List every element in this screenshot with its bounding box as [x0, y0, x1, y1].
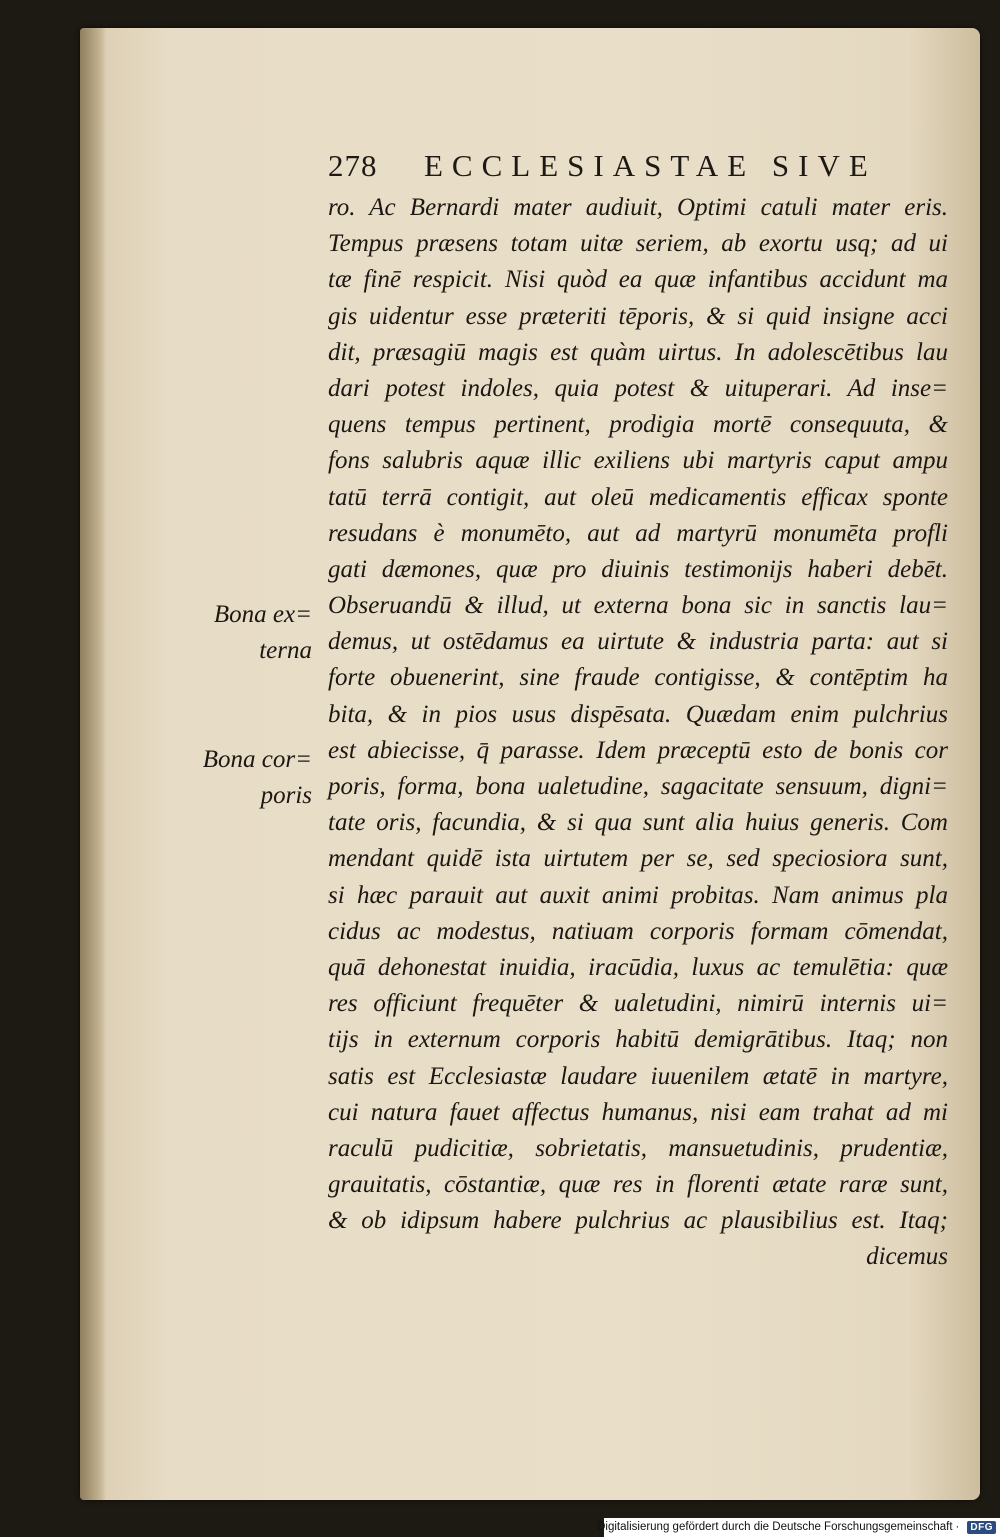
text-line: cidus ac modestus, natiuam corporis formam cōmendat,: [328, 917, 948, 945]
text-line: res officiunt frequēter & ualetudini, nimirū internis ui=: [328, 990, 948, 1018]
text-line: demus, ut ostēdamus ea uirtute & industria parta: aut si: [328, 628, 948, 656]
text-line: gati dæmones, quæ pro diuinis testimonijs haberi debēt.: [328, 555, 948, 583]
text-line: Tempus præsens totam uitæ seriem, ab exortu usq; ad ui: [328, 230, 948, 258]
text-line: Obseruandū & illud, ut externa bona sic in sanctis lau=: [328, 592, 948, 620]
text-line: gis uidentur esse præteriti tēporis, & si quid insigne acci: [328, 302, 948, 330]
marginal-note-line: Bona ex=: [213, 601, 312, 628]
marginal-note-line: poris: [260, 782, 312, 809]
text-line: est abiecisse, q̄ parasse. Idem præceptū esto de bonis cor: [328, 736, 948, 764]
text-line: cui natura fauet affectus humanus, nisi eam trahat ad mi: [328, 1098, 948, 1126]
text-line: & ob idipsum habere pulchrius ac plausibilius est. Itaq;: [328, 1207, 948, 1235]
text-line: tate oris, facundia, & si qua sunt alia huius generis. Com: [328, 809, 948, 837]
text-line: satis est Ecclesiastæ laudare iuuenilem ætatē in martyre,: [328, 1062, 948, 1090]
marginal-note-bona-corporis: [192, 742, 312, 814]
text-line: resudans è monumēto, aut ad martyrū monumēta profli: [328, 519, 948, 547]
running-title: ECCLESIASTAE SIVE: [424, 148, 877, 183]
text-line: bita, & in pios usus dispēsata. Quædam enim pulchrius: [328, 700, 948, 728]
text-line: forte obuenerint, sine fraude contigisse, & contēptim ha: [328, 664, 948, 692]
text-line: tatū terrā contigit, aut oleū medicamentis efficax sponte: [328, 483, 948, 511]
catchword: dicemus: [866, 1243, 948, 1271]
text-line: quens tempus pertinent, prodigia mortē consequuta, &: [328, 411, 948, 439]
text-line: mendant quidē ista uirtutem per se, sed speciosiora sunt,: [328, 845, 948, 873]
marginal-note-line: Bona cor=: [202, 746, 312, 773]
text-line: tijs in externum corporis habitū demigrātibus. Itaq; non: [328, 1026, 948, 1054]
page-gutter-shadow: [80, 28, 106, 1500]
dfg-logo-icon: DFG: [967, 1521, 996, 1534]
text-line: ro. Ac Bernardi mater audiuit, Optimi catuli mater eris.: [328, 194, 948, 221]
text-line: dit, præsagiū magis est quàm uirtus. In adolescētibus lau: [328, 338, 948, 366]
page-number: 278: [328, 148, 378, 183]
marginal-note-bona-externa: [192, 597, 312, 669]
text-line: fons salubris aquæ illic exiliens ubi martyris caput ampu: [328, 447, 948, 475]
page-header: [328, 148, 928, 188]
text-line: tæ finē respicit. Nisi quòd ea quæ infantibus accidunt ma: [328, 266, 948, 294]
text-line: raculū pudicitiæ, sobrietatis, mansuetudinis, prudentiæ,: [328, 1134, 948, 1162]
separator-dot: ·: [955, 1521, 960, 1533]
text-line: poris, forma, bona ualetudine, sagacitate sensuum, digni=: [328, 773, 948, 800]
text-line: dari potest indoles, quia potest & uituperari. Ad inse=: [328, 374, 948, 402]
text-line: si hæc parauit aut auxit animi probitas. Nam animus pla: [328, 881, 948, 909]
text-line: quā dehonestat inuidia, iracūdia, luxus ac temulētia: quæ: [328, 953, 948, 981]
text-line: grauitatis, cōstantiæ, quæ res in florenti ætate raræ sunt,: [328, 1171, 948, 1199]
digitization-credit: Digitalisierung gefördert durch die Deutsche Forschungsgemeinschaft: [597, 1521, 953, 1533]
body-text: [328, 190, 958, 1276]
digitization-credit-banner: [597, 1518, 1000, 1537]
marginal-note-line: terna: [259, 637, 312, 664]
